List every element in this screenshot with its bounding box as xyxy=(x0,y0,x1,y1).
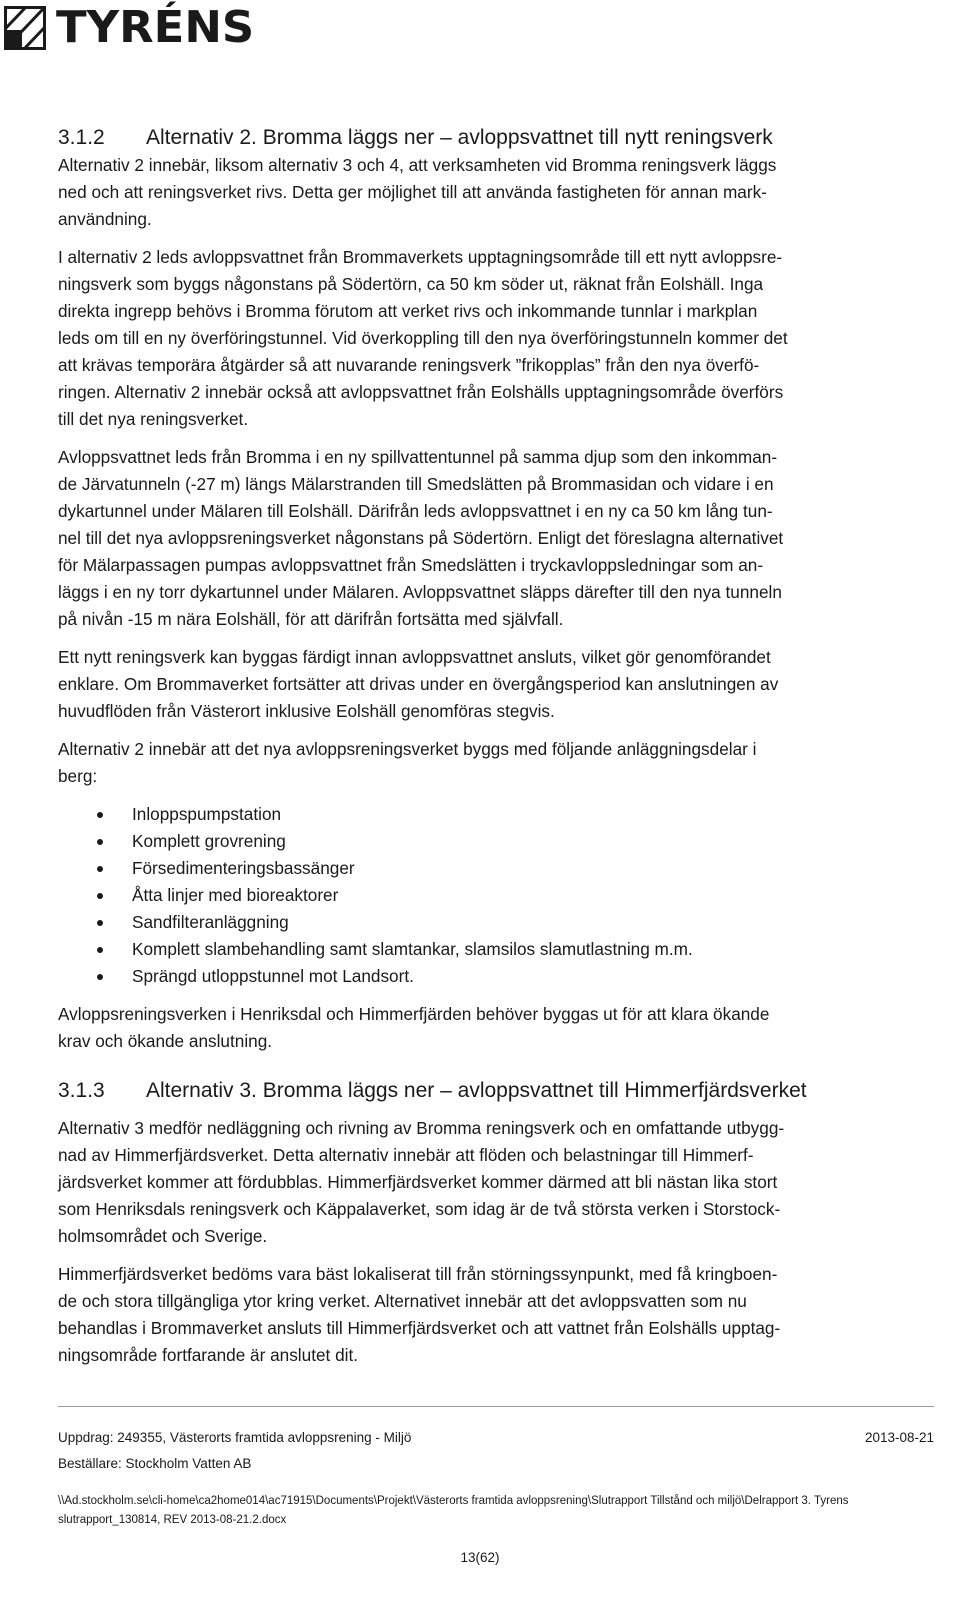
text-line: järdsverket kommer att fördubblas. Himmerfjärdsverket kommer därmed att bli nästan lika stort xyxy=(58,1172,778,1192)
list-item-text: Inloppspumpstation xyxy=(132,804,282,824)
section-number: 3.1.2 xyxy=(58,126,105,149)
paragraph xyxy=(58,1115,936,1250)
text-line: direkta ingrepp behövs i Bromma förutom att verket rivs och inkommande tunnlar i markplan xyxy=(58,301,758,321)
list-item xyxy=(58,936,936,963)
footer-divider xyxy=(58,1406,934,1407)
footer-assignment: Uppdrag: 249355, Västerorts framtida avloppsrening - Miljö xyxy=(58,1430,412,1445)
bullet-icon xyxy=(97,947,103,953)
text-line: ned och att reningsverket rivs. Detta ger möjlighet till att använda fastigheten för annan mark- xyxy=(58,182,767,202)
bullet-list xyxy=(58,801,936,990)
text-line: krav och ökande anslutning. xyxy=(58,1031,273,1051)
list-item xyxy=(58,909,936,936)
section-heading-3-1-2 xyxy=(58,124,936,152)
list-item-text: Komplett slambehandling samt slamtankar, slamsilos slamutlastning m.m. xyxy=(132,939,693,959)
section-heading-3-1-3 xyxy=(58,1077,936,1105)
paragraph xyxy=(58,1001,936,1055)
text-line: Avloppsvattnet leds från Bromma i en ny spillvattentunnel på samma djup som den inkomman- xyxy=(58,447,778,467)
text-line: Alternativ 2 innebär att det nya avloppsreningsverket byggs med följande anläggningsdelar i xyxy=(58,739,757,759)
footer-file-path xyxy=(58,1492,934,1530)
list-item-text: Åtta linjer med bioreaktorer xyxy=(132,885,339,905)
page-number: 13(62) xyxy=(460,1550,500,1565)
footer-client: Beställare: Stockholm Vatten AB xyxy=(58,1456,252,1471)
text-line: användning. xyxy=(58,209,152,229)
text-line: ningsverk som byggs någonstans på Södertörn, ca 50 km söder ut, räknat från Eolshäll. Inga xyxy=(58,274,764,294)
footer-assignment-row xyxy=(58,1430,934,1445)
list-item xyxy=(58,855,936,882)
text-line: Himmerfjärdsverket bedöms vara bäst lokaliserat till från störningssynpunkt, med få kringboen- xyxy=(58,1264,778,1284)
footer-path-line: \\Ad.stockholm.se\cli-home\ca2home014\ac71915\Documents\Projekt\Västerorts framtida avloppsrening\Slutrapport Tillstånd och miljö\Delrapport 3. Tyrens xyxy=(58,1495,849,1507)
text-line: de Järvatunneln (-27 m) längs Mälarstranden till Smedslätten på Brommasidan och vidare i en xyxy=(58,474,774,494)
text-line: I alternativ 2 leds avloppsvattnet från Brommaverkets upptagningsområde till ett nytt avloppsre- xyxy=(58,247,783,267)
text-line: till det nya reningsverket. xyxy=(58,409,249,429)
list-item xyxy=(58,828,936,855)
section-title: Alternativ 2. Bromma läggs ner – avloppsvattnet till nytt reningsverk xyxy=(146,126,773,149)
list-item xyxy=(58,963,936,990)
text-line: nel till det nya avloppsreningsverket någonstans på Södertörn. Enligt det föreslagna alternativet xyxy=(58,528,784,548)
text-line: huvudflöden från Västerort inklusive Eolshäll genomföras stegvis. xyxy=(58,701,555,721)
text-line: Ett nytt reningsverk kan byggas färdigt innan avloppsvattnet ansluts, vilket gör genomförandet xyxy=(58,647,771,667)
paragraph xyxy=(58,152,936,233)
list-item-text: Försedimenteringsbassänger xyxy=(132,858,355,878)
list-item-text: Sandfilteranläggning xyxy=(132,912,289,932)
text-line: för Mälarpassagen pumpas avloppsvattnet från Smedslätten i tryckavloppsledningar som an- xyxy=(58,555,764,575)
main-content xyxy=(58,124,936,1369)
text-line: behandlas i Brommaverket ansluts till Himmerfjärdsverket och att vattnet från Eolshälls upptag- xyxy=(58,1318,781,1338)
bullet-icon xyxy=(97,866,103,872)
bullet-icon xyxy=(97,893,103,899)
text-line: ningsområde fortfarande är anslutet dit. xyxy=(58,1345,359,1365)
text-line: på nivån -15 m nära Eolshäll, för att därifrån fortsätta med självfall. xyxy=(58,609,564,629)
text-line: de och stora tillgängliga ytor kring verket. Alternativet innebär att det avloppsvatten som nu xyxy=(58,1291,747,1311)
text-line: Avloppsreningsverken i Henriksdal och Himmerfjärden behöver byggas ut för att klara ökande xyxy=(58,1004,770,1024)
text-line: ringen. Alternativ 2 innebär också att avloppsvattnet från Eolshälls upptagningsområde överförs xyxy=(58,382,784,402)
section-title: Alternativ 3. Bromma läggs ner – avloppsvattnet till Himmerfjärdsverket xyxy=(146,1079,807,1102)
text-line: Alternativ 2 innebär, liksom alternativ 3 och 4, att verksamheten vid Bromma reningsverk läggs xyxy=(58,155,777,175)
list-item xyxy=(58,882,936,909)
tyrens-logo xyxy=(4,2,255,53)
text-line: Alternativ 3 medför nedläggning och rivning av Bromma reningsverk och en omfattande utbygg- xyxy=(58,1118,785,1138)
paragraph xyxy=(58,736,936,790)
bullet-icon xyxy=(97,839,103,845)
text-line: läggs i en ny torr dykartunnel under Mälaren. Avloppsvattnet släpps därefter till den nya tunneln xyxy=(58,582,782,602)
text-line: leds om till en ny överföringstunnel. Vid överkoppling till den nya överföringstunneln kommer det xyxy=(58,328,788,348)
bullet-icon xyxy=(97,974,103,980)
text-line: nad av Himmerfjärdsverket. Detta alternativ innebär att flöden och belastningar till Himmerf- xyxy=(58,1145,754,1165)
list-item-text: Komplett grovrening xyxy=(132,831,286,851)
section-number: 3.1.3 xyxy=(58,1079,105,1102)
text-line: berg: xyxy=(58,766,98,786)
text-line: att krävas temporära åtgärder så att nuvarande reningsverk ”frikopplas” från den nya överfö- xyxy=(58,355,760,375)
bullet-icon xyxy=(97,812,103,818)
text-line: holmsområdet och Sverige. xyxy=(58,1226,268,1246)
tyrens-logo-mark-icon xyxy=(4,6,46,50)
list-item-text: Sprängd utloppstunnel mot Landsort. xyxy=(132,966,414,986)
footer-date: 2013-08-21 xyxy=(864,1430,934,1445)
paragraph xyxy=(58,644,936,725)
text-line: enklare. Om Brommaverket fortsätter att drivas under en övergångsperiod kan anslutningen av xyxy=(58,674,779,694)
paragraph xyxy=(58,244,936,433)
bullet-icon xyxy=(97,920,103,926)
logo-wordmark: TYRÉNS xyxy=(56,2,255,53)
paragraph xyxy=(58,444,936,633)
text-line: som Henriksdals reningsverk och Käppalaverket, som idag är de två största verken i Storstock- xyxy=(58,1199,781,1219)
footer-path-line: slutrapport_130814, REV 2013-08-21.2.docx xyxy=(58,1514,287,1526)
list-item xyxy=(58,801,936,828)
text-line: dykartunnel under Mälaren till Eolshäll. Därifrån leds avloppsvattnet i en ny ca 50 km lång tun- xyxy=(58,501,773,521)
paragraph xyxy=(58,1261,936,1369)
